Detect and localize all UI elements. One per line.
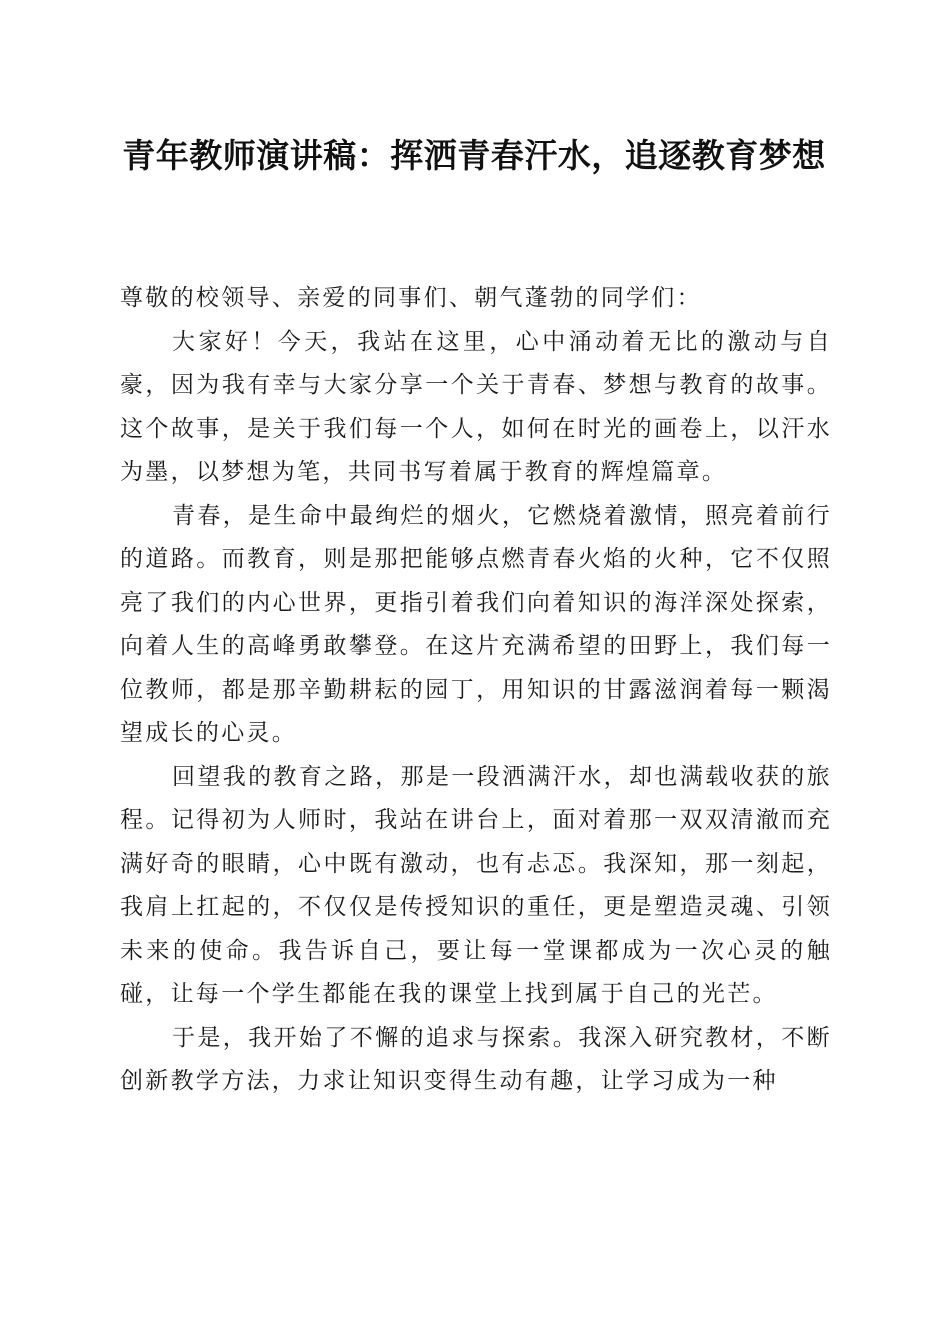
paragraph-2: 青春，是生命中最绚烂的烟火，它燃烧着激情，照亮着前行的道路。而教育，则是那把能够点燃青春火焰的火种，它不仅照亮了我们的内心世界，更指引着我们向着知识的海洋深处探索，向着人生的高峰勇敢攀登。在这片充满希望的田野上，我们每一位教师，都是那辛勤耕耘的园丁，用知识的甘露滋润着每一颗渴望成长的心灵。	[120, 502, 832, 746]
salutation: 尊敬的校领导、亲爱的同事们、朝气蓬勃的同学们：	[120, 285, 702, 311]
paragraph-4: 于是，我开始了不懈的追求与探索。我深入研究教材，不断创新教学方法，力求让知识变得生动有趣，让学习成为一种	[120, 1024, 832, 1094]
paragraph-1: 大家好！今天，我站在这里，心中涌动着无比的激动与自豪，因为我有幸与大家分享一个关于青春、梦想与教育的故事。这个故事，是关于我们每一个人，如何在时光的画卷上，以汗水为墨，以梦想为笔，共同书写着属于教育的辉煌篇章。	[120, 328, 832, 485]
paragraph-3: 回望我的教育之路，那是一段洒满汗水，却也满载收获的旅程。记得初为人师时，我站在讲台上，面对着那一双双清澈而充满好奇的眼睛，心中既有激动，也有忐忑。我深知，那一刻起，我肩上扛起的，不仅仅是传授知识的重任，更是塑造灵魂、引领未来的使命。我告诉自己，要让每一堂课都成为一次心灵的触碰，让每一个学生都能在我的课堂上找到属于自己的光芒。	[120, 763, 832, 1007]
document-body	[120, 277, 832, 1104]
document-title: 青年教师演讲稿：挥洒青春汗水，追逐教育梦想	[122, 136, 826, 175]
